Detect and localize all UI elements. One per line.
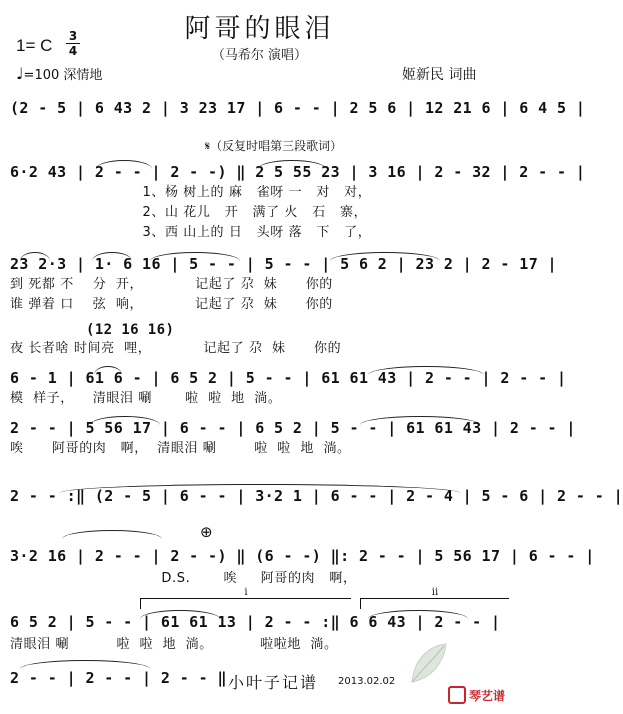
meter-top: 3 — [68, 29, 78, 43]
credits: 姬新民 词曲 — [402, 67, 477, 83]
score-alt-notes: (12 16 16) — [86, 322, 175, 338]
lyric-line: 谁 弹着 口 弦 响， 记起了 尕 妹 你的 — [10, 297, 333, 312]
quarter-note-icon: ♩ — [16, 64, 24, 83]
score-line-5: 2 - - | 5 56 17 | 6 - - | 6 5 2 | 5 - - | 61 61 43 | 2 - - | — [10, 419, 576, 437]
score-line-7: 3·2 16 | 2 - - | 2 - -) ‖ (6 - -) ‖: 2 - - | 5 56 17 | 6 - - | — [10, 547, 595, 565]
score-line-4: 6 - 1 | 61 6 - | 6 5 2 | 5 - - | 61 61 43 | 2 - - | 2 - - | — [10, 369, 567, 387]
segno-annotation: 𝄋（反复时唱第三段歌词） — [205, 139, 343, 153]
coda-icon: ⊕ — [200, 523, 213, 541]
leaf-icon — [408, 640, 450, 686]
score-line-6: 2 - - :‖ (2 - 5 | 6 - - | 3·2 1 | 6 - - | 2 - 4 | 5 - 6 | 2 - - | — [10, 487, 623, 505]
lyric-line: 唉 阿哥的肉 啊， 清眼泪 唰 啦 啦 地 淌。 — [10, 441, 351, 456]
slur — [62, 530, 162, 539]
segno-icon: 𝄋 — [205, 139, 211, 153]
transcription-date: 2013.02.02 — [338, 676, 396, 687]
lyric-line: 模 样子， 清眼泪 唰 啦 啦 地 淌。 — [10, 391, 282, 406]
logo-icon — [448, 686, 466, 704]
song-title: 阿哥的眼泪 — [184, 14, 335, 44]
key-signature: 1= C — [16, 36, 53, 55]
score-line-9: 2 - - | 2 - - | 2 - - ‖ — [10, 669, 227, 687]
slur — [20, 660, 150, 669]
score-line-8: 6 5 2 | 5 - - | 61 61 13 | 2 - - :‖ 6 6 43 | 2 - - | — [10, 613, 501, 631]
site-logo[interactable]: 琴艺谱 — [448, 686, 505, 704]
lyric-line: 1、杨 树上的 麻 雀呀 一 对 对， — [10, 185, 372, 200]
lyric-line: D.S. 唉 阿哥的肉 啊， — [10, 571, 357, 586]
second-ending-bracket: ii — [360, 598, 509, 609]
meter-bottom: 4 — [68, 44, 78, 58]
tempo-text: =100 深情地 — [23, 68, 103, 83]
lyric-line: 3、西 山上的 日 头呀 落 下 了， — [10, 225, 372, 240]
score-line-3: 23 2·3 | 1· 6 16 | 5 - - | 5 - - | 5 6 2 | 23 2 | 2 - 17 | — [10, 255, 557, 273]
singer-subtitle: （马希尔 演唱） — [211, 48, 308, 63]
lyric-line: 清眼泪 唰 啦 啦 地 淌。 啦啦地 淌。 — [10, 637, 338, 652]
score-line-1: (2 - 5 | 6 43 2 | 3 23 17 | 6 - - | 2 5 6 | 12 21 6 | 6 4 5 | — [10, 99, 586, 117]
score-line-2: 6·2 43 | 2 - - | 2 - -) ‖ 2 5 55 23 | 3 16 | 2 - 32 | 2 - - | — [10, 163, 586, 181]
transcriber-signature: 小叶子记谱 — [228, 673, 319, 692]
lyric-line: 2、山 花儿 开 满了 火 石 寨， — [10, 205, 368, 220]
tempo-marking — [16, 64, 102, 83]
lyric-line: 夜 长者啥 时间亮 哩， 记起了 尕 妹 你的 — [10, 341, 342, 356]
lyric-line: 到 死都 不 分 开， 记起了 尕 妹 你的 — [10, 277, 333, 292]
first-ending-bracket: i — [140, 598, 351, 609]
time-signature — [66, 30, 80, 57]
